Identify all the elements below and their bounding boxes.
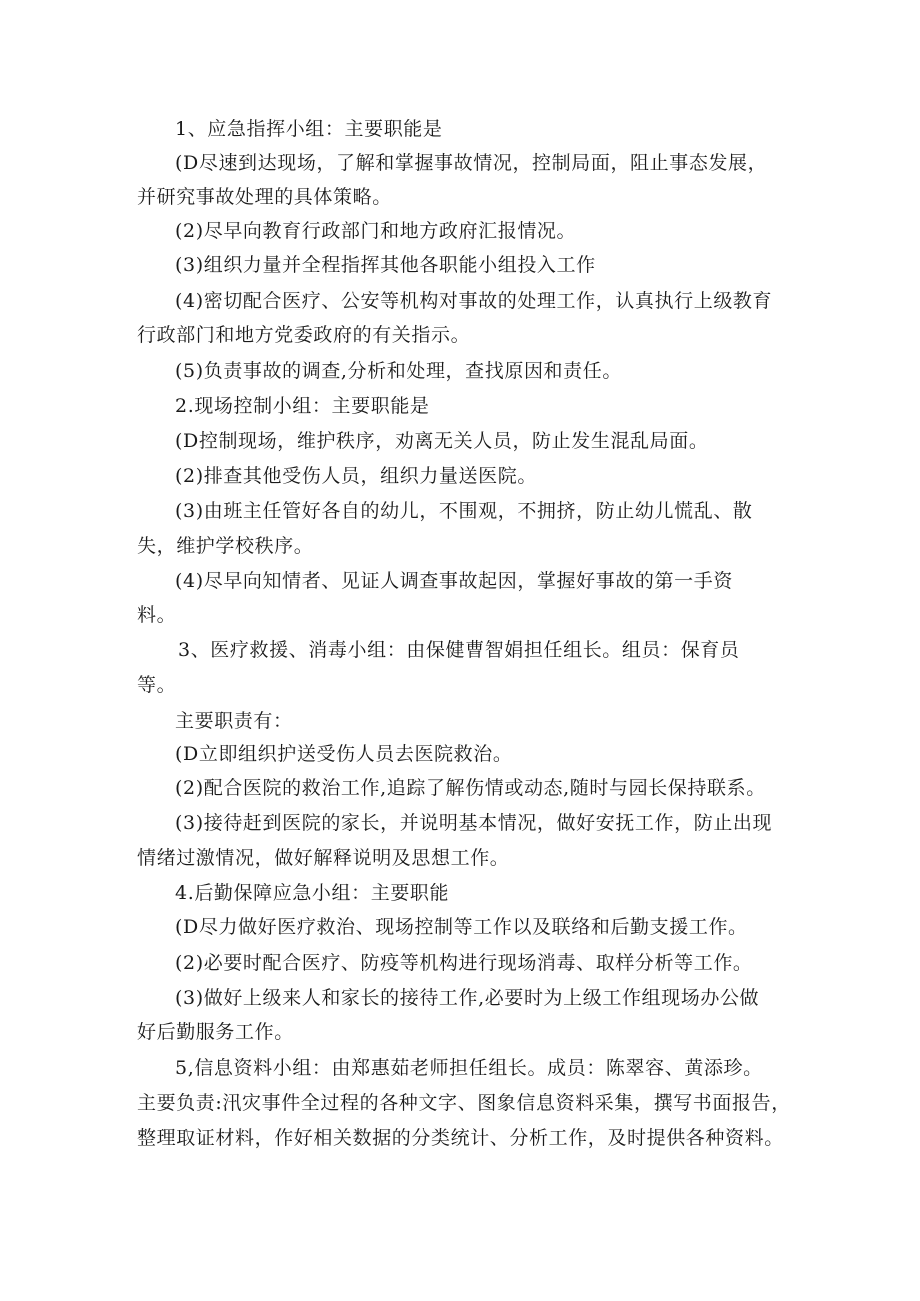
paragraph-line: 失，维护学校秩序。 (137, 535, 314, 557)
paragraph-line: (D立即组织护送受伤人员去医院救治。 (175, 743, 513, 765)
paragraph-line: (2)必要时配合医疗、防疫等机构进行现场消毒、取样分析等工作。 (175, 952, 753, 974)
paragraph-line: (3)由班主任管好各自的幼儿，不围观，不拥挤，防止幼儿慌乱、散 (175, 500, 753, 522)
paragraph-line: 主要负责:汛灾事件全过程的各种文字、图象信息资料采集，撰写书面报告， (137, 1092, 791, 1114)
paragraph-line: (D控制现场，维护秩序，劝离无关人员，防止发生混乱局面。 (175, 430, 709, 452)
heading-info-group: 5,信息资料小组：由郑惠茹老师担任组长。成员：陈翠容、黄添珍。 (175, 1057, 763, 1079)
paragraph-line: (3)接待赶到医院的家长，并说明基本情况，做好安抚工作，防止出现 (175, 812, 773, 834)
paragraph-line: (3)组织力量并全程指挥其他各职能小组投入工作 (175, 254, 596, 276)
paragraph-line: 主要职责有： (175, 710, 293, 732)
paragraph-line: (5)负责事故的调查,分析和处理，查找原因和责任。 (175, 360, 622, 382)
paragraph-line: (D尽速到达现场，了解和掌握事故情况，控制局面，阻止事态发展， (175, 152, 768, 174)
paragraph-line: (2)配合医院的救治工作,追踪了解伤情或动态,随时与园长保持联系。 (175, 777, 766, 799)
paragraph-line: (2)排查其他受伤人员，组织力量送医院。 (175, 465, 537, 487)
heading-logistics-group: 4.后勤保障应急小组：主要职能 (175, 882, 450, 904)
paragraph-line: 等。 (137, 674, 177, 696)
paragraph-line: 料。 (137, 604, 177, 626)
paragraph-line: 并研究事故处理的具体策略。 (137, 186, 392, 208)
paragraph-line: (D尽力做好医疗救治、现场控制等工作以及联络和后勤支援工作。 (175, 916, 748, 938)
paragraph-line: (4)尽早向知情者、见证人调查事故起因，掌握好事故的第一手资 (175, 570, 733, 592)
paragraph-line: (3)做好上级来人和家长的接待工作,必要时为上级工作组现场办公做 (175, 987, 760, 1009)
paragraph-line: 好后勤服务工作。 (137, 1021, 294, 1043)
paragraph-line: (4)密切配合医疗、公安等机构对事故的处理工作，认真执行上级教育 (175, 290, 773, 312)
heading-medical-group: 3、医疗救援、消毒小组：由保健曹智娟担任组长。组员：保育员 (178, 639, 740, 661)
heading-command-group: 1、应急指挥小组：主要职能是 (175, 118, 443, 140)
paragraph-line: 整理取证材料，作好相关数据的分类统计、分析工作，及时提供各种资料。 (137, 1127, 784, 1149)
paragraph-line: 行政部门和地方党委政府的有关指示。 (137, 324, 471, 346)
paragraph-line: (2)尽早向教育行政部门和地方政府汇报情况。 (175, 220, 577, 242)
paragraph-line: 情绪过激情况，做好解释说明及思想工作。 (137, 847, 510, 869)
heading-site-control-group: 2.现场控制小组：主要职能是 (175, 395, 430, 417)
